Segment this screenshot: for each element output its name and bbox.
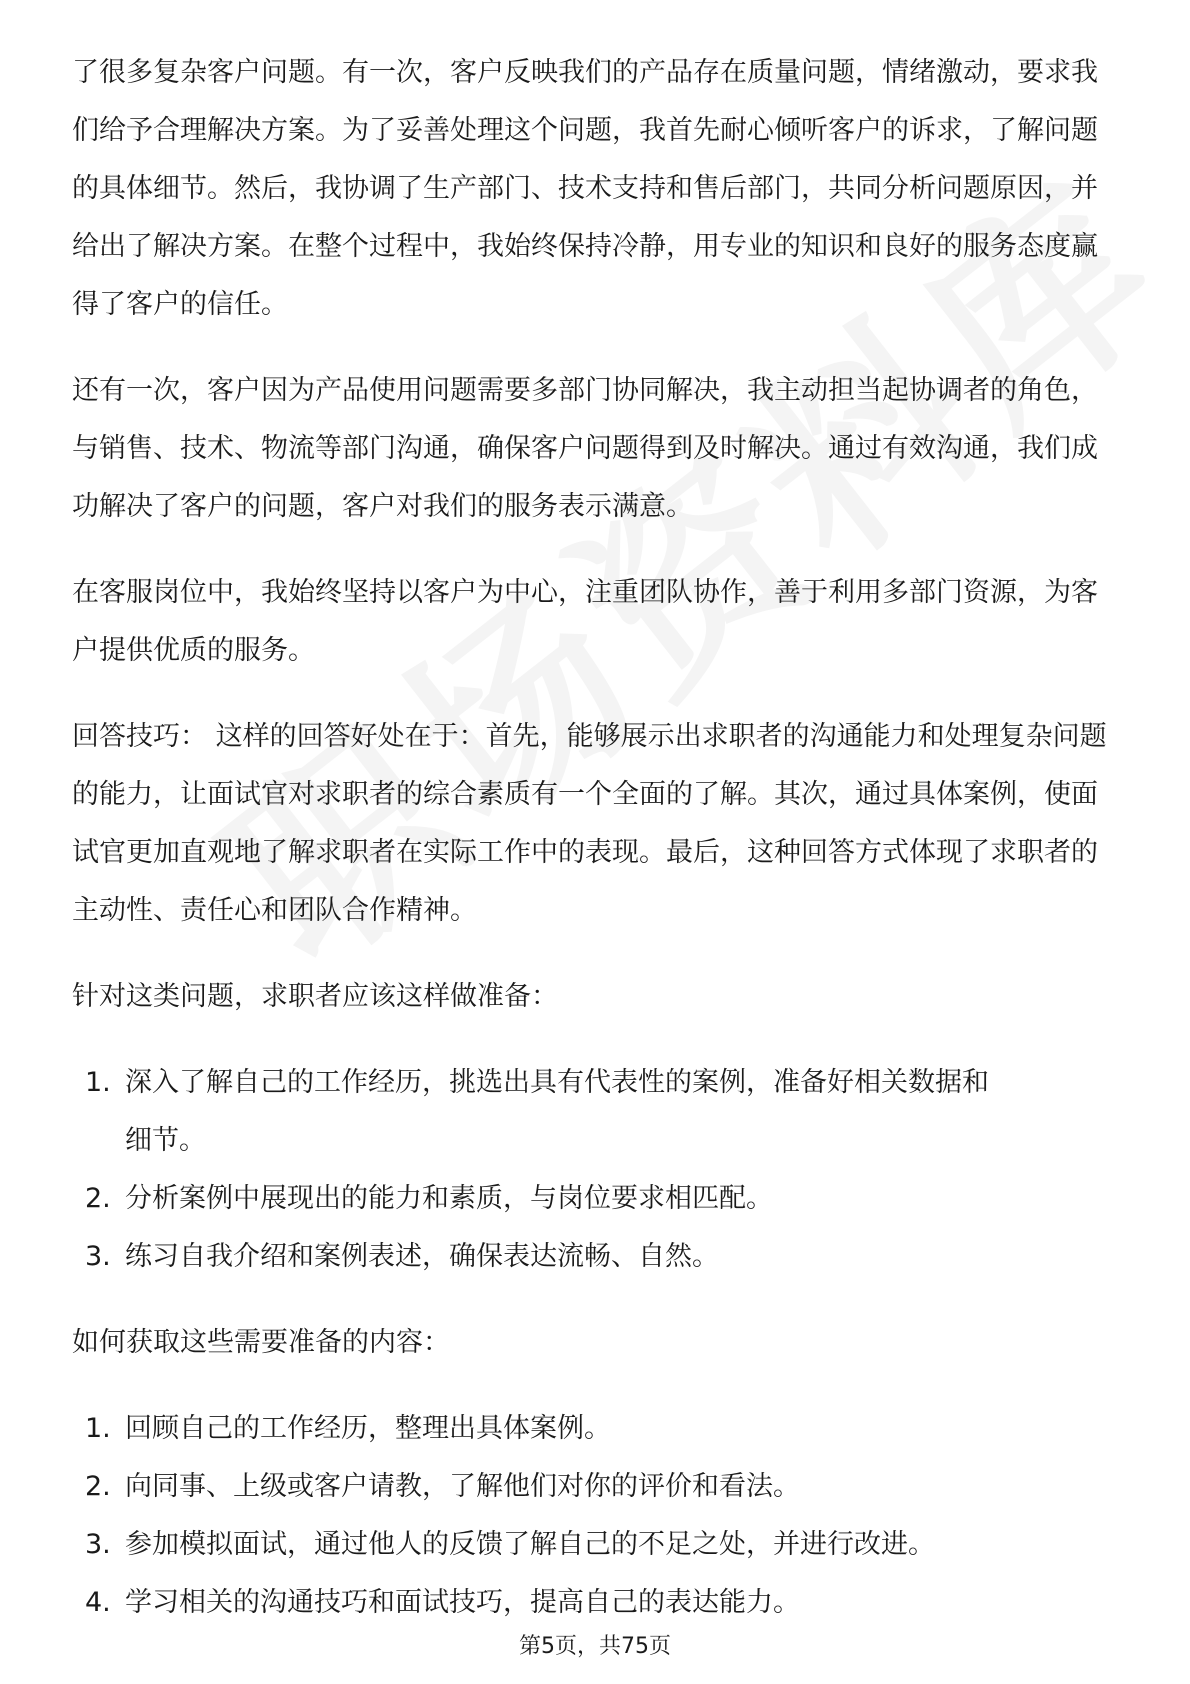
prep-heading: 针对这类问题，求职者应该这样做准备： <box>72 981 558 1012</box>
paragraph-answer-tips: 回答技巧： 这样的回答好处在于：首先，能够展示出求职者的沟通能力和处理复杂问题的能力，让面试官对求职者的综合素质有一个全面的了解。其次，通过具体案例，使面试官更加直观地了解求职者在实际工作中的表现。最后，这种回答方式体现了求职者的主动性、责任心和团队合作精神。 <box>72 721 1107 926</box>
page-number: 第5页，共75页 <box>519 1634 671 1659</box>
list-item-number: 4. <box>85 1587 111 1618</box>
paragraph-customer-issue: 了很多复杂客户问题。有一次，客户反映我们的产品存在质量问题，情绪激动，要求我们给予合理解决方案。为了妥善处理这个问题，我首先耐心倾听客户的诉求，了解问题的具体细节。然后，我协调了生产部门、技术支持和售后部门，共同分析问题原因，并给出了解决方案。在整个过程中，我始终保持冷静，用专业的知识和良好的服务态度赢得了客户的信任。 <box>72 57 1098 320</box>
list-item-text: 向同事、上级或客户请教，了解他们对你的评价和看法。 <box>125 1471 800 1502</box>
list-item-number: 2. <box>85 1183 111 1214</box>
obtain-heading: 如何获取这些需要准备的内容： <box>72 1327 450 1358</box>
prep-list <box>72 1054 1122 1286</box>
list-item-number: 3. <box>85 1241 111 1272</box>
obtain-list <box>72 1400 1122 1632</box>
list-item <box>72 1516 1122 1574</box>
document-body <box>72 44 1122 1660</box>
list-item <box>72 1574 1122 1632</box>
list-item-text: 练习自我介绍和案例表述，确保表达流畅、自然。 <box>125 1241 719 1272</box>
list-item-text: 回顾自己的工作经历，整理出具体案例。 <box>125 1413 611 1444</box>
list-item-text: 参加模拟面试，通过他人的反馈了解自己的不足之处，并进行改进。 <box>125 1529 935 1560</box>
list-item <box>72 1170 1122 1228</box>
list-item <box>72 1458 1122 1516</box>
list-item <box>72 1054 1005 1170</box>
list-item-number: 1. <box>85 1067 111 1098</box>
list-item <box>72 1400 1122 1458</box>
paragraph-coordination: 还有一次，客户因为产品使用问题需要多部门协同解决，我主动担当起协调者的角色，与销售、技术、物流等部门沟通，确保客户问题得到及时解决。通过有效沟通，我们成功解决了客户的问题，客户对我们的服务表示满意。 <box>72 375 1098 522</box>
list-item <box>72 1228 1122 1286</box>
list-item-number: 1. <box>85 1413 111 1444</box>
list-item-number: 2. <box>85 1471 111 1502</box>
list-item-text: 学习相关的沟通技巧和面试技巧，提高自己的表达能力。 <box>125 1587 800 1618</box>
list-item-number: 3. <box>85 1529 111 1560</box>
paragraph-customer-center: 在客服岗位中，我始终坚持以客户为中心，注重团队协作，善于利用多部门资源，为客户提供优质的服务。 <box>72 577 1098 666</box>
list-item-text: 深入了解自己的工作经历，挑选出具有代表性的案例，准备好相关数据和细节。 <box>125 1067 989 1156</box>
list-item-text: 分析案例中展现出的能力和素质，与岗位要求相匹配。 <box>125 1183 773 1214</box>
